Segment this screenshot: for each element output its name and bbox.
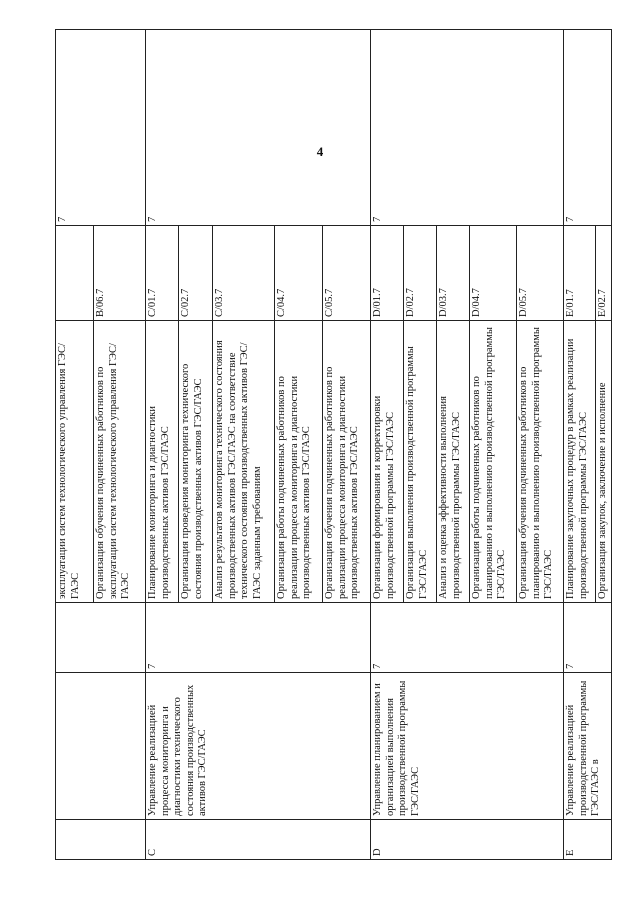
function-code-cell: C/02.7	[179, 226, 213, 321]
function-name-cell: Анализ результатов мониторинга технического состояния производственных активов ГЭС/ГАЭС на соответствие технического состояния производственных активов ГЭС/ГАЭС заданным требованиям	[213, 321, 275, 603]
function-code-cell: D/04.7	[470, 226, 517, 321]
group-level-cell: 7	[371, 603, 564, 673]
function-code-cell: C/04.7	[275, 226, 323, 321]
page-number: 4	[316, 144, 324, 159]
function-name-cell: эксплуатации систем технологического управления ГЭС/ГАЭС	[56, 321, 94, 603]
group-name-cell: Управление планированием и организацией выполнения производственной программы ГЭС/ГАЭС	[371, 673, 564, 820]
function-name-cell: Организация обучения подчиненных работников по эксплуатации систем технологического управления ГЭС/ГАЭС	[94, 321, 146, 603]
function-name-cell: Организация закупок, заключение и исполнение	[596, 321, 612, 603]
table-row	[56, 30, 94, 860]
function-name-cell: Анализ и оценка эффективности выполнения производственной программы ГЭС/ГАЭС	[437, 321, 470, 603]
function-name-cell: Организация обучения подчиненных работников по реализации процесса мониторинга и диагностики производственных активов ГЭС/ГАЭС	[323, 321, 371, 603]
function-name-cell: Организация формирования и корректировки производственной программы ГЭС/ГАЭС	[371, 321, 404, 603]
group-level-cell: 7	[146, 603, 371, 673]
function-code-cell: D/02.7	[404, 226, 437, 321]
table-row	[146, 30, 179, 860]
functions-table	[55, 29, 612, 860]
qualification-level-cell: 7	[564, 30, 612, 226]
group-name-cell	[56, 673, 146, 820]
function-name-cell: Планирование закупочных процедур в рамках реализации производственной программы ГЭС/ГАЭС	[564, 321, 596, 603]
group-name-cell: Управление реализацией процесса мониторинга и диагностики технического состояния производственных активов ГЭС/ГАЭС	[146, 673, 371, 820]
group-code-cell	[56, 820, 146, 860]
function-code-cell: D/05.7	[517, 226, 564, 321]
function-code-cell: D/03.7	[437, 226, 470, 321]
function-code-cell: C/03.7	[213, 226, 275, 321]
function-code-cell: C/01.7	[146, 226, 179, 321]
group-code-cell: D	[371, 820, 564, 860]
function-name-cell: Организация работы подчиненных работников по планированию и выполнению производственной программы ГЭС/ГАЭС	[470, 321, 517, 603]
group-name-cell: Управление реализацией производственной программы ГЭС/ГАЭС в	[564, 673, 612, 820]
table-row	[371, 30, 404, 860]
function-code-cell: B/06.7	[94, 226, 146, 321]
function-name-cell: Организация выполнения производственной программы ГЭС/ГАЭС	[404, 321, 437, 603]
function-code-cell	[56, 226, 94, 321]
group-code-cell: E	[564, 820, 612, 860]
group-level-cell	[56, 603, 146, 673]
function-name-cell: Организация обучения подчиненных работников по планированию и выполнению производственной программы ГЭС/ГАЭС	[517, 321, 564, 603]
function-code-cell: E/01.7	[564, 226, 596, 321]
table-row	[564, 30, 596, 860]
function-code-cell: E/02.7	[596, 226, 612, 321]
qualification-level-cell: 7	[146, 30, 371, 226]
qualification-level-cell: 7	[371, 30, 564, 226]
qualification-level-cell: 7	[56, 30, 146, 226]
group-level-cell: 7	[564, 603, 612, 673]
function-name-cell: Планирование мониторинга и диагностики производственных активов ГЭС/ГАЭС	[146, 321, 179, 603]
rotated-table-container	[55, 30, 608, 860]
group-code-cell: C	[146, 820, 371, 860]
function-name-cell: Организация проведения мониторинга технического состояния производственных активов ГЭС/ГАЭС	[179, 321, 213, 603]
function-code-cell: C/05.7	[323, 226, 371, 321]
function-code-cell: D/01.7	[371, 226, 404, 321]
function-name-cell: Организация работы подчиненных работников по реализации процесса мониторинга и диагностики производственных активов ГЭС/ГАЭС	[275, 321, 323, 603]
